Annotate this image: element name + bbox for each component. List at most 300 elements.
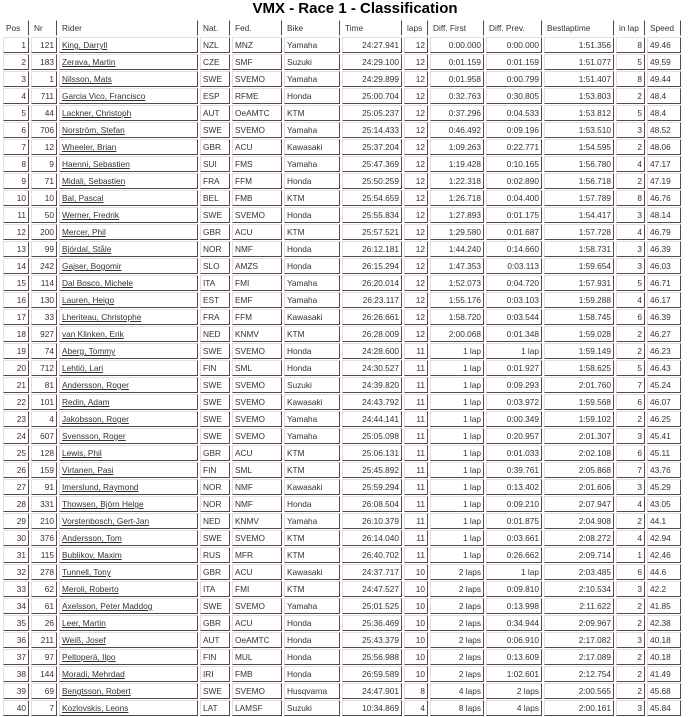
header-time: Time [342,20,402,36]
rider-link[interactable]: Andersson, Tom [62,533,122,543]
cell-diff-first: 1:52.073 [430,275,484,291]
cell-nat: SWE [200,394,230,410]
rider-link[interactable]: Axelsson, Peter Maddog [62,601,153,611]
cell-pos: 6 [3,122,29,138]
cell-bestlaptime: 2:01.760 [544,377,614,393]
cell-bestlaptime: 2:01.606 [544,479,614,495]
cell-nat: GBR [200,564,230,580]
cell-time: 25:55.834 [342,207,402,223]
table-row [3,156,681,172]
cell-diff-prev: 0:01.927 [486,360,542,376]
cell-bike: Kawasaki [284,139,340,155]
cell-rider [59,496,198,512]
header-diff-prev: Diff. Prev. [486,20,542,36]
cell-diff-prev: 2 laps [486,683,542,699]
rider-link[interactable]: Wheeler, Brian [62,142,117,152]
cell-bike: Honda [284,173,340,189]
header-in-lap: in lap [616,20,645,36]
cell-bestlaptime: 2:04.908 [544,513,614,529]
cell-in-lap: 2 [616,326,645,342]
cell-diff-first: 1:55.176 [430,292,484,308]
cell-bestlaptime: 1:59.102 [544,411,614,427]
cell-diff-prev: 0:00.799 [486,71,542,87]
table-row [3,343,681,359]
header-pos: Pos [3,20,29,36]
cell-nat: NED [200,326,230,342]
cell-rider [59,360,198,376]
table-row [3,666,681,682]
cell-speed: 45.11 [647,445,681,461]
cell-diff-prev: 0:34.944 [486,615,542,631]
rider-link[interactable]: Lewis, Phil [62,448,102,458]
cell-pos: 17 [3,309,29,325]
cell-pos: 35 [3,615,29,631]
cell-diff-prev: 0:39.761 [486,462,542,478]
cell-bestlaptime: 1:59.654 [544,258,614,274]
cell-bike: Honda [284,360,340,376]
cell-in-lap: 5 [616,105,645,121]
cell-fed: ACU [232,564,282,580]
cell-pos: 25 [3,445,29,461]
cell-pos: 8 [3,156,29,172]
cell-laps: 11 [404,530,428,546]
header-rider: Rider [59,20,198,36]
cell-bike: KTM [284,581,340,597]
cell-rider [59,139,198,155]
cell-nat: SWE [200,598,230,614]
cell-rider [59,88,198,104]
cell-nr: 121 [31,37,57,53]
rider-link[interactable]: Kozlovskis, Leons [62,703,129,713]
cell-nr: 376 [31,530,57,546]
table-row [3,479,681,495]
cell-bestlaptime: 1:56.718 [544,173,614,189]
cell-laps: 12 [404,54,428,70]
cell-bestlaptime: 1:57.728 [544,224,614,240]
cell-nat: SWE [200,122,230,138]
cell-diff-first: 2 laps [430,615,484,631]
cell-time: 26:10.379 [342,513,402,529]
cell-diff-prev: 0:04.400 [486,190,542,206]
cell-rider [59,615,198,631]
cell-laps: 10 [404,564,428,580]
cell-diff-prev: 0:06.910 [486,632,542,648]
cell-diff-prev: 0:01.348 [486,326,542,342]
rider-link[interactable]: Werner, Fredrik [62,210,120,220]
cell-diff-first: 2 laps [430,632,484,648]
cell-nat: FIN [200,649,230,665]
rider-link[interactable]: Jakobsson, Roger [62,414,129,424]
cell-rider [59,343,198,359]
rider-link[interactable]: Aberg, Tommy [62,346,116,356]
cell-pos: 7 [3,139,29,155]
cell-time: 26:12.181 [342,241,402,257]
cell-time: 26:59.589 [342,666,402,682]
cell-laps: 12 [404,275,428,291]
cell-nat: NOR [200,479,230,495]
cell-fed: ACU [232,445,282,461]
cell-fed: NMF [232,479,282,495]
cell-bestlaptime: 1:51.356 [544,37,614,53]
cell-nr: 74 [31,343,57,359]
page-title: VMX - Race 1 - Classification [252,0,458,17]
cell-time: 25:50.259 [342,173,402,189]
cell-speed: 48.14 [647,207,681,223]
cell-fed: NMF [232,496,282,512]
table-row [3,683,681,699]
cell-in-lap: 3 [616,428,645,444]
cell-in-lap: 2 [616,343,645,359]
rider-link[interactable]: Thowsen, Björn Helge [62,499,144,509]
cell-laps: 10 [404,649,428,665]
cell-diff-prev: 0:20.957 [486,428,542,444]
cell-nat: SWE [200,377,230,393]
cell-diff-first: 0:46.492 [430,122,484,138]
rider-link[interactable]: Mercer, Phil [62,227,106,237]
table-row [3,598,681,614]
cell-nat: GBR [200,139,230,155]
table-row [3,564,681,580]
rider-link[interactable]: Tunnell, Tony [62,567,111,577]
cell-diff-first: 1 lap [430,360,484,376]
rider-link[interactable]: Dal Bosco, Michele [62,278,134,288]
cell-fed: SML [232,462,282,478]
rider-link[interactable]: Andersson, Roger [62,380,129,390]
cell-rider [59,411,198,427]
cell-bike: KTM [284,445,340,461]
cell-rider [59,275,198,291]
cell-nat: NZL [200,37,230,53]
cell-fed: RFME [232,88,282,104]
cell-nr: 331 [31,496,57,512]
cell-fed: FFM [232,309,282,325]
cell-nr: 10 [31,190,57,206]
cell-rider [59,292,198,308]
rider-link[interactable]: Weiß, Josef [62,635,106,645]
cell-bike: Honda [284,207,340,223]
cell-in-lap: 4 [616,292,645,308]
cell-time: 25:14.433 [342,122,402,138]
cell-pos: 11 [3,207,29,223]
cell-fed: SVEMO [232,411,282,427]
cell-bestlaptime: 1:51.407 [544,71,614,87]
cell-diff-first: 2 laps [430,666,484,682]
cell-pos: 21 [3,377,29,393]
cell-nat: SLO [200,258,230,274]
cell-in-lap: 3 [616,258,645,274]
cell-time: 25:01.525 [342,598,402,614]
cell-nr: 242 [31,258,57,274]
cell-in-lap: 4 [616,496,645,512]
cell-nat: NOR [200,241,230,257]
cell-pos: 31 [3,547,29,563]
cell-speed: 43.05 [647,496,681,512]
cell-diff-first: 2 laps [430,598,484,614]
table-row [3,258,681,274]
table-row [3,207,681,223]
cell-speed: 45.24 [647,377,681,393]
rider-link[interactable]: King, Darryll [62,40,108,50]
cell-bestlaptime: 1:56.780 [544,156,614,172]
rider-link[interactable]: Gajser, Bogomir [62,261,122,271]
cell-laps: 10 [404,666,428,682]
cell-pos: 30 [3,530,29,546]
cell-in-lap: 5 [616,275,645,291]
cell-diff-first: 0:00.000 [430,37,484,53]
cell-bike: Yamaha [284,156,340,172]
cell-time: 24:43.792 [342,394,402,410]
cell-time: 25:59.294 [342,479,402,495]
cell-pos: 13 [3,241,29,257]
cell-fed: SVEMO [232,343,282,359]
cell-pos: 32 [3,564,29,580]
cell-nr: 26 [31,615,57,631]
cell-laps: 11 [404,428,428,444]
cell-diff-first: 1 lap [430,547,484,563]
cell-rider [59,479,198,495]
table-row [3,547,681,563]
cell-time: 24:39.820 [342,377,402,393]
cell-nr: 144 [31,666,57,682]
table-row [3,394,681,410]
rider-link[interactable]: Moradi, Mehrdad [62,669,125,679]
cell-speed: 46.03 [647,258,681,274]
cell-laps: 11 [404,394,428,410]
table-row [3,105,681,121]
cell-in-lap: 4 [616,156,645,172]
cell-bike: KTM [284,530,340,546]
cell-diff-prev: 0:26.662 [486,547,542,563]
cell-pos: 9 [3,173,29,189]
rider-link[interactable]: Nilsson, Mats [62,74,112,84]
table-row [3,173,681,189]
cell-bestlaptime: 1:51.077 [544,54,614,70]
cell-rider [59,649,198,665]
cell-laps: 12 [404,241,428,257]
cell-bestlaptime: 1:58.745 [544,309,614,325]
cell-laps: 12 [404,88,428,104]
cell-nr: 69 [31,683,57,699]
cell-speed: 44.6 [647,564,681,580]
cell-in-lap: 2 [616,173,645,189]
cell-diff-prev: 0:01.159 [486,54,542,70]
cell-bike: Yamaha [284,292,340,308]
cell-nat: SWE [200,411,230,427]
cell-nr: 50 [31,207,57,223]
cell-rider [59,207,198,223]
cell-fed: SVEMO [232,683,282,699]
cell-in-lap: 8 [616,37,645,53]
cell-diff-prev: 0:13.402 [486,479,542,495]
rider-link[interactable]: Lauren, Heigo [62,295,115,305]
rider-link[interactable]: van Klinken, Erik [62,329,124,339]
cell-speed: 48.52 [647,122,681,138]
cell-fed: MUL [232,649,282,665]
cell-diff-first: 1 lap [430,377,484,393]
cell-pos: 20 [3,360,29,376]
rider-link[interactable]: Bal, Pascal [62,193,104,203]
cell-pos: 1 [3,37,29,53]
cell-diff-first: 1:27.893 [430,207,484,223]
cell-bike: KTM [284,326,340,342]
cell-pos: 4 [3,88,29,104]
rider-link[interactable]: Vorstenbosch, Gert-Jan [62,516,150,526]
cell-nat: GBR [200,445,230,461]
cell-pos: 3 [3,71,29,87]
cell-pos: 24 [3,428,29,444]
rider-link[interactable]: Virtanen, Pasi [62,465,114,475]
rider-link[interactable]: Svensson, Roger [62,431,126,441]
cell-time: 25:54.659 [342,190,402,206]
rider-link[interactable]: Imerslund, Raymond [62,482,139,492]
cell-nr: 71 [31,173,57,189]
cell-bike: Kawasaki [284,309,340,325]
cell-bestlaptime: 2:17.089 [544,649,614,665]
cell-nr: 4 [31,411,57,427]
header-diff-first: Diff. First [430,20,484,36]
rider-link[interactable]: Lheriteau, Christophe [62,312,142,322]
cell-bestlaptime: 1:53.510 [544,122,614,138]
cell-time: 26:15.294 [342,258,402,274]
table-row [3,649,681,665]
cell-bike: Honda [284,615,340,631]
cell-rider [59,598,198,614]
rider-link[interactable]: Lackner, Christoph [62,108,132,118]
rider-link[interactable]: Bengtsson, Robert [62,686,131,696]
cell-fed: SVEMO [232,71,282,87]
table-row [3,530,681,546]
cell-diff-prev: 0:04.720 [486,275,542,291]
cell-bestlaptime: 1:59.028 [544,326,614,342]
cell-nr: 712 [31,360,57,376]
cell-pos: 34 [3,598,29,614]
cell-diff-prev: 0:03.103 [486,292,542,308]
cell-bestlaptime: 2:08.272 [544,530,614,546]
cell-fed: FMI [232,581,282,597]
rider-link[interactable]: Midali, Sebastien [62,176,126,186]
cell-nat: SWE [200,683,230,699]
cell-bestlaptime: 2:10.534 [544,581,614,597]
cell-in-lap: 2 [616,139,645,155]
rider-link[interactable]: Meroli, Roberto [62,584,119,594]
cell-speed: 46.39 [647,241,681,257]
cell-fed: OeAMTC [232,632,282,648]
cell-rider [59,54,198,70]
cell-speed: 40.18 [647,632,681,648]
cell-diff-first: 1 lap [430,445,484,461]
rider-link[interactable]: Bublikov, Maxim [62,550,122,560]
cell-fed: SVEMO [232,122,282,138]
cell-bestlaptime: 2:11.622 [544,598,614,614]
table-row [3,581,681,597]
cell-rider [59,224,198,240]
cell-bike: Yamaha [284,598,340,614]
cell-nr: 607 [31,428,57,444]
cell-rider [59,581,198,597]
cell-speed: 46.39 [647,309,681,325]
rider-link[interactable]: Garcia Vico, Francisco [62,91,146,101]
cell-diff-prev: 1 lap [486,564,542,580]
cell-rider [59,241,198,257]
table-row [3,37,681,53]
rider-link[interactable]: Zerava, Martin [62,57,116,67]
cell-bike: Suzuki [284,54,340,70]
table-row [3,360,681,376]
cell-bike: Yamaha [284,513,340,529]
cell-laps: 11 [404,445,428,461]
cell-diff-prev: 0:00.000 [486,37,542,53]
cell-in-lap: 1 [616,547,645,563]
cell-diff-first: 0:01.958 [430,71,484,87]
cell-nr: 1 [31,71,57,87]
cell-bike: Honda [284,343,340,359]
cell-pos: 5 [3,105,29,121]
cell-speed: 48.4 [647,105,681,121]
cell-rider [59,394,198,410]
cell-diff-first: 1:22.318 [430,173,484,189]
cell-diff-first: 1 lap [430,496,484,512]
rider-link[interactable]: Haenni, Sebastien [62,159,130,169]
cell-diff-prev: 0:13.609 [486,649,542,665]
cell-diff-first: 1 lap [430,394,484,410]
cell-diff-prev: 0:03.544 [486,309,542,325]
cell-laps: 12 [404,156,428,172]
cell-rider [59,122,198,138]
cell-nr: 128 [31,445,57,461]
cell-diff-prev: 0:01.033 [486,445,542,461]
cell-laps: 11 [404,360,428,376]
rider-link[interactable]: Redin, Adam [62,397,110,407]
cell-diff-prev: 0:02.890 [486,173,542,189]
cell-nr: 12 [31,139,57,155]
cell-bestlaptime: 2:03.485 [544,564,614,580]
rider-link[interactable]: Leer, Martin [62,618,106,628]
cell-nat: FRA [200,309,230,325]
rider-link[interactable]: Peltoperä, Ilpo [62,652,116,662]
cell-rider [59,258,198,274]
cell-diff-first: 1 lap [430,479,484,495]
cell-nat: EST [200,292,230,308]
cell-bike: Yamaha [284,411,340,427]
cell-time: 26:20.014 [342,275,402,291]
cell-nr: 61 [31,598,57,614]
cell-fed: FMI [232,275,282,291]
rider-link[interactable]: Björdal, Ståle [62,244,112,254]
cell-in-lap: 2 [616,649,645,665]
cell-diff-first: 0:32.763 [430,88,484,104]
rider-link[interactable]: Lehtiö, Lari [62,363,104,373]
cell-laps: 12 [404,105,428,121]
cell-fed: ACU [232,224,282,240]
cell-diff-first: 1:47.353 [430,258,484,274]
header-speed: Speed [647,20,681,36]
table-row [3,309,681,325]
cell-nr: 706 [31,122,57,138]
cell-laps: 12 [404,190,428,206]
cell-fed: SML [232,360,282,376]
rider-link[interactable]: Norström, Stefan [62,125,125,135]
cell-speed: 49.46 [647,37,681,53]
cell-laps: 11 [404,411,428,427]
cell-pos: 29 [3,513,29,529]
cell-diff-first: 0:37.296 [430,105,484,121]
cell-bestlaptime: 1:58.731 [544,241,614,257]
table-row [3,445,681,461]
cell-nr: 9 [31,156,57,172]
table-row [3,241,681,257]
table-row [3,496,681,512]
cell-time: 24:30.527 [342,360,402,376]
